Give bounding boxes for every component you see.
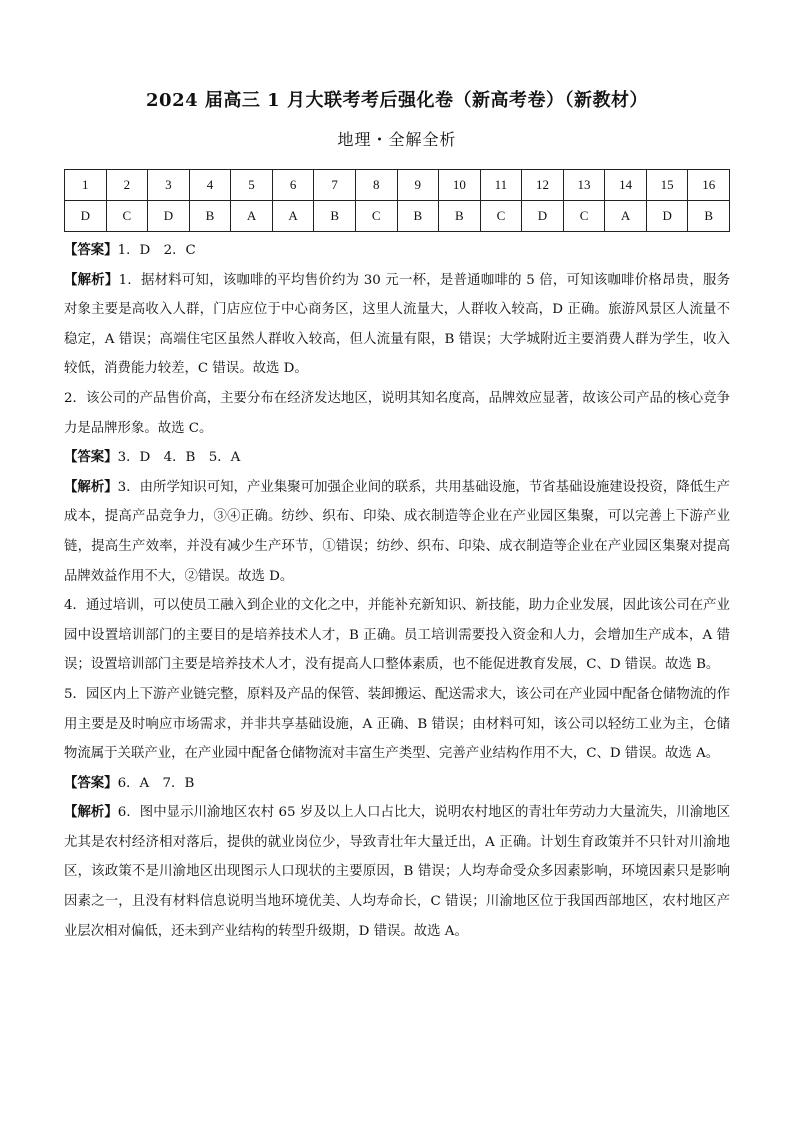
- question-number: 4: [189, 170, 231, 201]
- question-number: 11: [480, 170, 522, 201]
- explanation-body: [64, 236, 730, 946]
- question-number: 14: [605, 170, 647, 201]
- answer-cell: B: [688, 201, 730, 232]
- analysis-paragraph: [64, 384, 730, 443]
- answer-tag: 【答案】: [64, 774, 118, 791]
- question-number: 16: [688, 170, 730, 201]
- analysis-text: 2．该公司的产品售价高，主要分布在经济发达地区，说明其知名度高，品牌效应显著，故该公司产品的核心竞争力是品牌形象。故选 C。: [64, 390, 730, 436]
- analysis-paragraph: [64, 266, 730, 384]
- question-number: 2: [106, 170, 148, 201]
- answer-cell: D: [646, 201, 688, 232]
- document-subtitle: 地理・全解全析: [337, 130, 457, 149]
- analysis-text: 6．图中显示川渝地区农村 65 岁及以上人口占比大，说明农村地区的青壮年劳动力大量流失，川渝地区尤其是农村经济相对落后，提供的就业岗位少，导致青壮年大量迁出，A 正确。计划生育政策并不只针对川渝地区，该政策不是川渝地区出现图示人口现状的主要原因，B 错误；人均寿命受众多因素影响，环境因素只是影响因素之一，且没有材料信息说明当地环境优美、人均寿命长，C 错误；川渝地区位于我国西部地区，农村地区产业层次相对偏低，还未到产业结构的转型升级期，D 错误。故选 A。: [64, 805, 730, 939]
- analysis-text: 4．通过培训，可以使员工融入到企业的文化之中，并能补充新知识、新技能，助力企业发展，因此该公司在产业园中设置培训部门的主要目的是培养技术人才，B 正确。员工培训需要投入资金和人力，会增加生产成本，A 错误；设置培训部门主要是培养技术人才，没有提高人口整体素质，也不能促进教育发展，C、D 错误。故选 B。: [64, 598, 730, 673]
- question-number: 1: [65, 170, 107, 201]
- analysis-tag: 【解析】: [64, 478, 118, 495]
- analysis-text: 1．据材料可知，该咖啡的平均售价约为 30 元一杯，是普通咖啡的 5 倍，可知该咖啡价格昂贵，服务对象主要是高收入人群，门店应位于中心商务区，这里人流量大，人群收入较高，D 正确。旅游风景区人流量不稳定，A 错误；高端住宅区虽然人群收入较高，但人流量有限，B 错误；大学城附近主要消费人群为学生，收入较低，消费能力较差，C 错误。故选 D。: [64, 272, 731, 377]
- answer-cell: B: [314, 201, 356, 232]
- answer-cell: B: [397, 201, 439, 232]
- question-number: 10: [439, 170, 481, 201]
- answer-table: [64, 169, 730, 232]
- question-number: 7: [314, 170, 356, 201]
- answer-cell: D: [148, 201, 190, 232]
- answer-cell: B: [439, 201, 481, 232]
- question-number: 5: [231, 170, 273, 201]
- answer-line: [64, 443, 730, 473]
- answer-tag: 【答案】: [64, 242, 118, 258]
- analysis-paragraph: [64, 798, 730, 946]
- answer-cell: C: [106, 201, 148, 232]
- answer-cell: A: [231, 201, 273, 232]
- question-number-row: [65, 170, 730, 201]
- answer-cell: D: [522, 201, 564, 232]
- question-number: 3: [148, 170, 190, 201]
- analysis-paragraph: [64, 680, 730, 769]
- document-title: 2024 届高三 1 月大联考考后强化卷（新高考卷）（新教材）: [146, 90, 648, 111]
- analysis-tag: 【解析】: [64, 271, 119, 288]
- question-number: 8: [355, 170, 397, 201]
- answer-row: [65, 201, 730, 232]
- answer-cell: C: [563, 201, 605, 232]
- answer-text: 3．D 4．B 5．A: [117, 450, 241, 466]
- analysis-text: 5．园区内上下游产业链完整，原料及产品的保管、装卸搬运、配送需求大，该公司在产业园中配备仓储物流的作用主要是及时响应市场需求，并非共享基础设施，A 正确、B 错误；由材料可知，该公司以轻纺工业为主，仓储物流属于关联产业，在产业园中配备仓储物流对丰富生产类型、完善产业结构作用不大，C、D 错误。故选 A。: [64, 686, 730, 762]
- answer-line: [64, 236, 730, 266]
- answer-cell: B: [189, 201, 231, 232]
- answer-cell: A: [605, 201, 647, 232]
- analysis-paragraph: [64, 473, 730, 591]
- question-number: 15: [646, 170, 688, 201]
- answer-text: 1．D 2．C: [117, 243, 196, 258]
- question-number: 12: [522, 170, 564, 201]
- question-number: 6: [272, 170, 314, 201]
- answer-text: 6．A 7．B: [117, 775, 195, 791]
- analysis-tag: 【解析】: [64, 804, 118, 821]
- analysis-text: 3．由所学知识可知，产业集聚可加强企业间的联系，共用基础设施，节省基础设施建设投资，降低生产成本，提高产品竞争力，③④正确。纺纱、织布、印染、成衣制造等企业在产业园区集聚，可以完善上下游产业链，提高生产效率，并没有减少生产环节，①错误；纺纱、织布、印染、成衣制造等企业在产业园区集聚对提高品牌效益作用不大，②错误。故选 D。: [64, 479, 730, 584]
- answer-line: [64, 769, 730, 799]
- question-number: 13: [563, 170, 605, 201]
- question-number: 9: [397, 170, 439, 201]
- answer-tag: 【答案】: [64, 449, 118, 466]
- analysis-paragraph: [64, 591, 730, 680]
- answer-cell: D: [65, 201, 107, 232]
- answer-cell: C: [355, 201, 397, 232]
- answer-cell: C: [480, 201, 522, 232]
- answer-cell: A: [272, 201, 314, 232]
